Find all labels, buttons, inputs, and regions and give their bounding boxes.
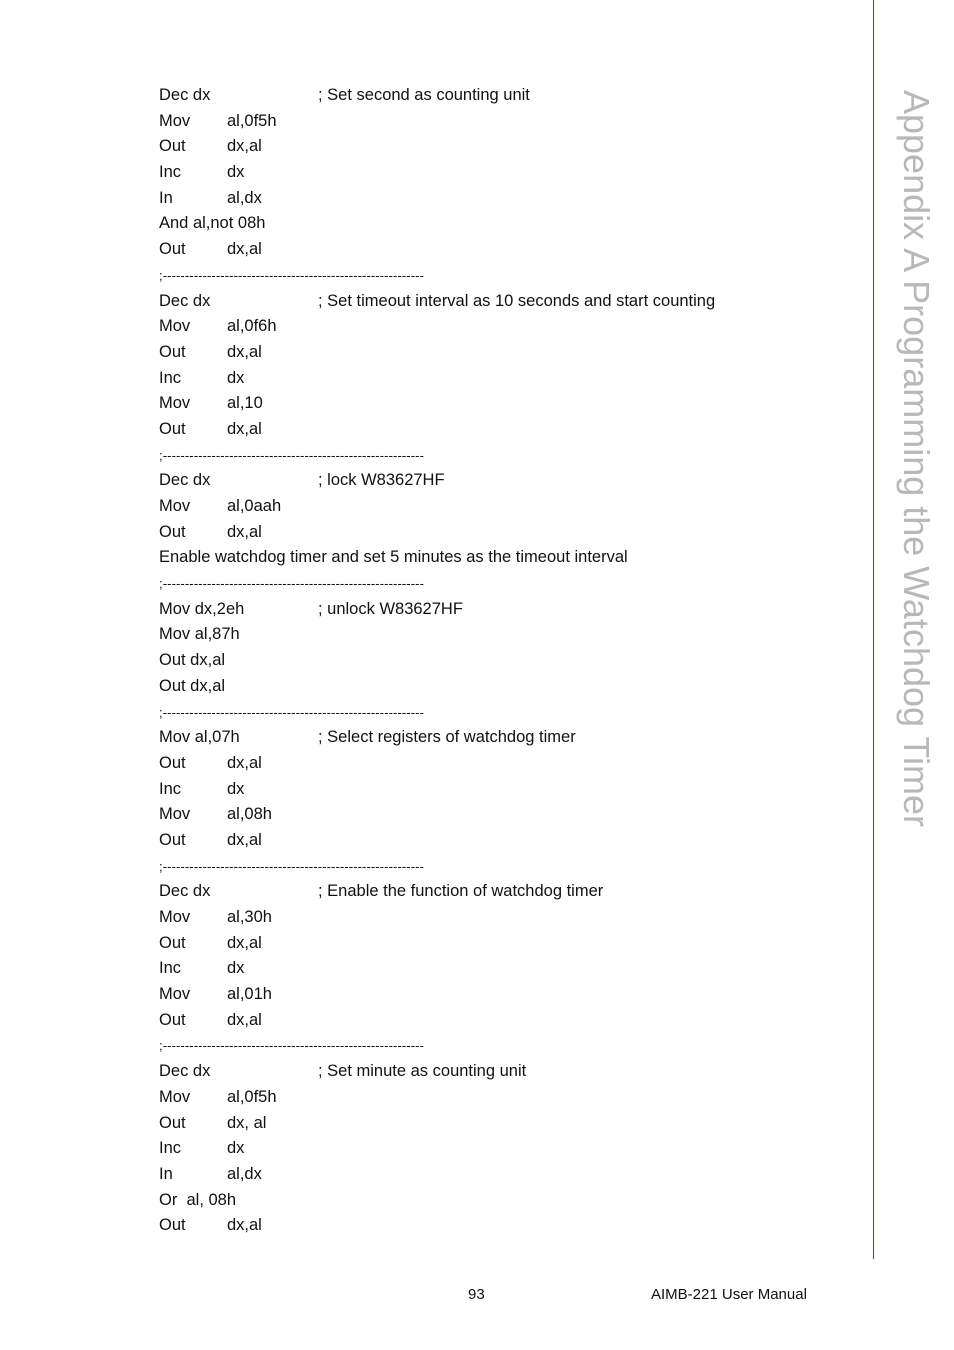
code-operand: al,10 [227,394,263,413]
code-line [159,648,849,674]
code-instruction: Out [159,137,186,156]
code-comment: ; Set second as counting unit [318,86,530,104]
code-operand: dx,al [227,830,262,849]
code-line [159,468,849,494]
code-line [159,211,849,237]
code-line [159,545,849,571]
code-line [159,1008,849,1034]
code-instruction: Mov al,87h [159,625,240,644]
separator-comment: ;----------------------------------------------------------- [159,267,425,283]
code-instruction: In [159,188,173,207]
code-instruction: Enable watchdog timer and set 5 minutes as the timeout interval [159,548,628,567]
code-line [159,956,849,982]
code-operand: dx, al [227,1113,267,1132]
code-line [159,314,849,340]
code-operand: dx,al [227,419,262,438]
code-line [159,134,849,160]
code-line [159,443,849,469]
code-line [159,1033,849,1059]
code-instruction: Inc [159,163,182,182]
code-operand: dx [227,779,245,798]
separator-comment: ;----------------------------------------------------------- [159,1038,425,1054]
page-number: 93 [468,1286,485,1303]
code-line [159,751,849,777]
code-line [159,109,849,135]
code-operand: al,0f5h [227,111,277,130]
code-line [159,854,849,880]
code-line [159,340,849,366]
code-instruction: In [159,1164,173,1183]
code-operand: dx,al [227,522,262,541]
code-line [159,1085,849,1111]
code-instruction: Mov [159,985,191,1004]
code-operand: dx,al [227,342,262,361]
code-operand: al,01h [227,985,272,1004]
code-line [159,83,849,109]
code-line [159,879,849,905]
code-line [159,289,849,315]
code-line [159,520,849,546]
code-instruction: Dec dx [159,882,211,901]
code-line [159,1188,849,1214]
code-instruction: Mov [159,1087,191,1106]
separator-comment: ;----------------------------------------------------------- [159,447,425,463]
code-operand: al,08h [227,805,272,824]
code-instruction: Out dx,al [159,676,226,695]
code-instruction: Dec dx [159,291,211,310]
code-operand: dx,al [227,240,262,259]
code-instruction: Dec dx [159,471,211,490]
code-operand: dx [227,959,245,978]
code-instruction: Mov al,07h [159,728,240,747]
code-line [159,160,849,186]
code-instruction: Dec dx [159,1062,211,1081]
code-line [159,931,849,957]
code-comment: ; Enable the function of watchdog timer [318,882,604,901]
code-line [159,982,849,1008]
code-comment: ; Set minute as counting unit [318,1062,527,1081]
separator-comment: ;----------------------------------------------------------- [159,576,425,592]
code-line [159,674,849,700]
code-instruction: Out [159,419,186,438]
code-line [159,905,849,931]
code-instruction: Inc [159,1139,182,1158]
code-line [159,391,849,417]
code-line [159,1162,849,1188]
code-line [159,366,849,392]
code-line [159,571,849,597]
code-listing [159,83,849,1239]
code-instruction: Mov [159,497,191,515]
separator-comment: ;----------------------------------------------------------- [159,858,425,874]
separator-comment: ;----------------------------------------------------------- [159,704,425,720]
code-operand: dx [227,1139,245,1158]
code-instruction: Out [159,830,186,849]
code-instruction: Out [159,753,186,772]
code-comment: ; unlock W83627HF [318,599,463,618]
code-line [159,1059,849,1085]
code-instruction: And al,not 08h [159,214,266,233]
code-instruction: Mov [159,394,191,413]
code-instruction: Inc [159,779,182,798]
code-instruction: Dec dx [159,86,211,104]
code-operand: al,0aah [227,497,282,515]
code-instruction: Or al, 08h [159,1190,237,1209]
code-operand: al,dx [227,1164,262,1183]
code-operand: dx,al [227,1216,262,1235]
manual-title: AIMB-221 User Manual [651,1286,807,1303]
code-instruction: Mov dx,2eh [159,599,245,618]
code-line [159,237,849,263]
code-line [159,186,849,212]
code-line [159,1136,849,1162]
code-line [159,263,849,289]
code-operand: dx [227,163,245,182]
code-operand: al,30h [227,908,272,926]
code-operand: dx [227,368,245,387]
code-line [159,1213,849,1239]
code-comment: ; Select registers of watchdog timer [318,728,576,747]
code-operand: al,dx [227,188,262,207]
code-instruction: Inc [159,959,182,978]
code-instruction: Mov [159,317,191,336]
side-chapter-title: Appendix A Programming the Watchdog Timer [896,90,937,828]
code-operand: dx,al [227,933,262,952]
code-instruction: Mov [159,111,191,130]
code-line [159,802,849,828]
code-line [159,1111,849,1137]
code-instruction: Inc [159,368,182,387]
code-line [159,725,849,751]
code-line [159,700,849,726]
code-instruction: Out [159,1113,186,1132]
code-operand: al,0f6h [227,317,277,336]
code-line [159,494,849,520]
code-operand: dx,al [227,137,262,156]
code-instruction: Out [159,240,186,259]
code-instruction: Out [159,933,186,952]
side-divider-line [873,0,874,1259]
code-instruction: Out [159,1010,186,1029]
code-instruction: Mov [159,908,191,926]
code-line [159,777,849,803]
code-instruction: Out [159,342,186,361]
code-operand: dx,al [227,753,262,772]
code-comment: ; lock W83627HF [318,471,445,490]
code-instruction: Out [159,522,186,541]
code-line [159,597,849,623]
code-operand: dx,al [227,1010,262,1029]
code-line [159,828,849,854]
code-instruction: Out [159,1216,186,1235]
code-operand: al,0f5h [227,1087,277,1106]
code-comment: ; Set timeout interval as 10 seconds and start counting [318,291,716,310]
code-line [159,417,849,443]
code-instruction: Out dx,al [159,651,226,670]
code-instruction: Mov [159,805,191,824]
code-line [159,622,849,648]
